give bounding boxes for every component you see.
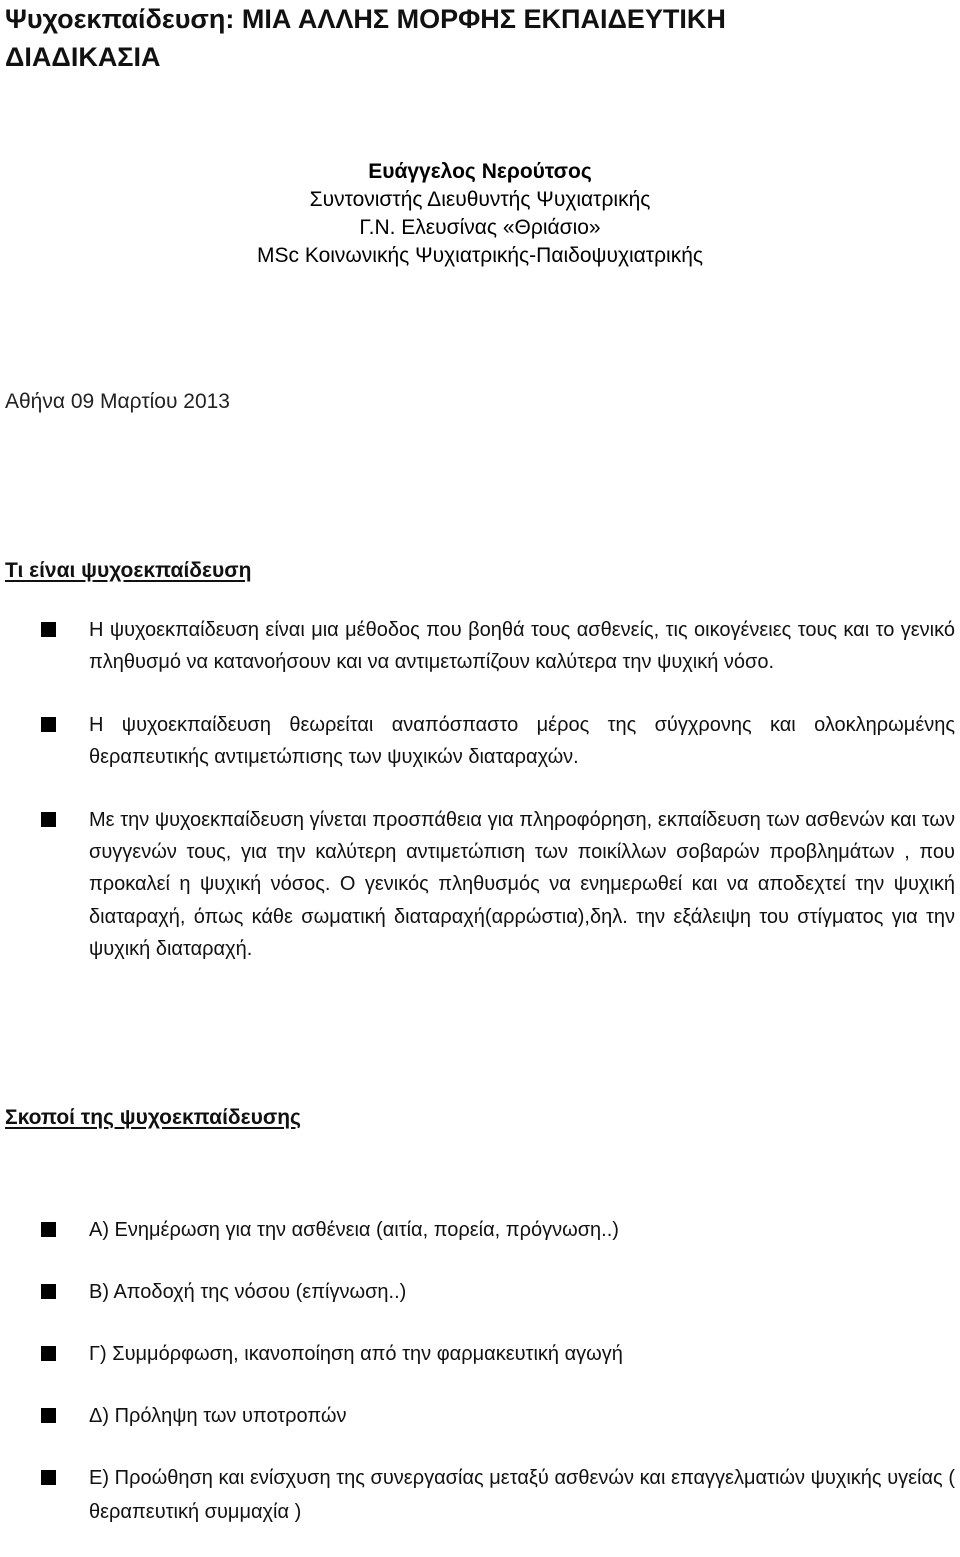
goals-list — [0, 1213, 960, 1557]
author-degree: MSc Κοινωνικής Ψυχιατρικής-Παιδοψυχιατρικής — [256, 244, 703, 267]
list-item-text: Με την ψυχοεκπαίδευση γίνεται προσπάθεια για πληροφόρηση, εκπαίδευση των ασθενών και των συγγενών τους, για την καλύτερη αντιμετώπιση των ποικίλλων σοβαρών προβλημάτων , που προκαλεί η ψυχική νόσος. Ο γενικός πληθυσμός να ενημερωθεί και να αποδεχτεί την ψυχική διαταραχή, όπως κάθε σωματική διαταραχή(αρρώστια),δηλ. την εξάλειψη του στίγματος για την ψυχική διαταραχή. — [89, 808, 955, 961]
square-bullet-icon — [41, 1346, 56, 1361]
list-item — [0, 1213, 960, 1247]
author-hospital: Γ.Ν. Ελευσίνας «Θριάσιο» — [359, 216, 601, 239]
list-item-text: Δ) Πρόληψη των υποτροπών — [89, 1405, 347, 1427]
document-date: Αθήνα 09 Μαρτίου 2013 — [5, 390, 230, 413]
list-item — [0, 614, 960, 679]
author-role: Συντονιστής Διευθυντής Ψυχιατρικής — [309, 188, 651, 211]
square-bullet-icon — [41, 1408, 56, 1423]
list-item — [0, 1461, 960, 1529]
definition-list — [0, 614, 960, 966]
title-line-1: Ψυχοεκπαίδευση: ΜΙΑ ΑΛΛΗΣ ΜΟΡΦΗΣ ΕΚΠΑΙΔΕΥΤΙΚΗ — [5, 4, 726, 34]
document-title — [5, 0, 955, 76]
list-item — [0, 1275, 960, 1309]
list-item-text: Γ) Συμμόρφωση, ικανοποίηση από την φαρμακευτική αγωγή — [89, 1343, 623, 1365]
square-bullet-icon — [41, 622, 56, 637]
square-bullet-icon — [41, 1284, 56, 1299]
author-name: Ευάγγελος Νερούτσος — [368, 160, 592, 183]
section-heading-goals: Σκοποί της ψυχοεκπαίδευσης — [5, 1106, 301, 1129]
author-block — [0, 158, 960, 270]
list-item-text: Β) Αποδοχή της νόσου (επίγνωση..) — [89, 1281, 407, 1303]
list-item — [0, 1399, 960, 1433]
square-bullet-icon — [41, 1222, 56, 1237]
list-item-text: Α) Ενημέρωση για την ασθένεια (αιτία, πορεία, πρόγνωση..) — [89, 1219, 619, 1241]
list-item — [0, 709, 960, 774]
list-item — [0, 804, 960, 966]
title-line-2: ΔΙΑΔΙΚΑΣΙΑ — [5, 42, 161, 72]
section-heading-what-is: Τι είναι ψυχοεκπαίδευση — [5, 559, 252, 582]
square-bullet-icon — [41, 1470, 56, 1485]
list-item-text: Ε) Προώθηση και ενίσχυση της συνεργασίας μεταξύ ασθενών και επαγγελματιών ψυχικής υγείας ( θεραπευτική συμμαχία ) — [89, 1467, 955, 1523]
square-bullet-icon — [41, 717, 56, 732]
list-item — [0, 1337, 960, 1371]
list-item-text: Η ψυχοεκπαίδευση θεωρείται αναπόσπαστο μέρος της σύγχρονης και ολοκληρωμένης θεραπευτικής αντιμετώπισης των ψυχικών διαταραχών. — [89, 713, 955, 769]
list-item-text: Η ψυχοεκπαίδευση είναι μια μέθοδος που βοηθά τους ασθενείς, τις οικογένειες τους και το γενικό πληθυσμό να κατανοήσουν και να αντιμετωπίζουν καλύτερα την ψυχική νόσο. — [89, 619, 955, 674]
square-bullet-icon — [41, 812, 56, 827]
